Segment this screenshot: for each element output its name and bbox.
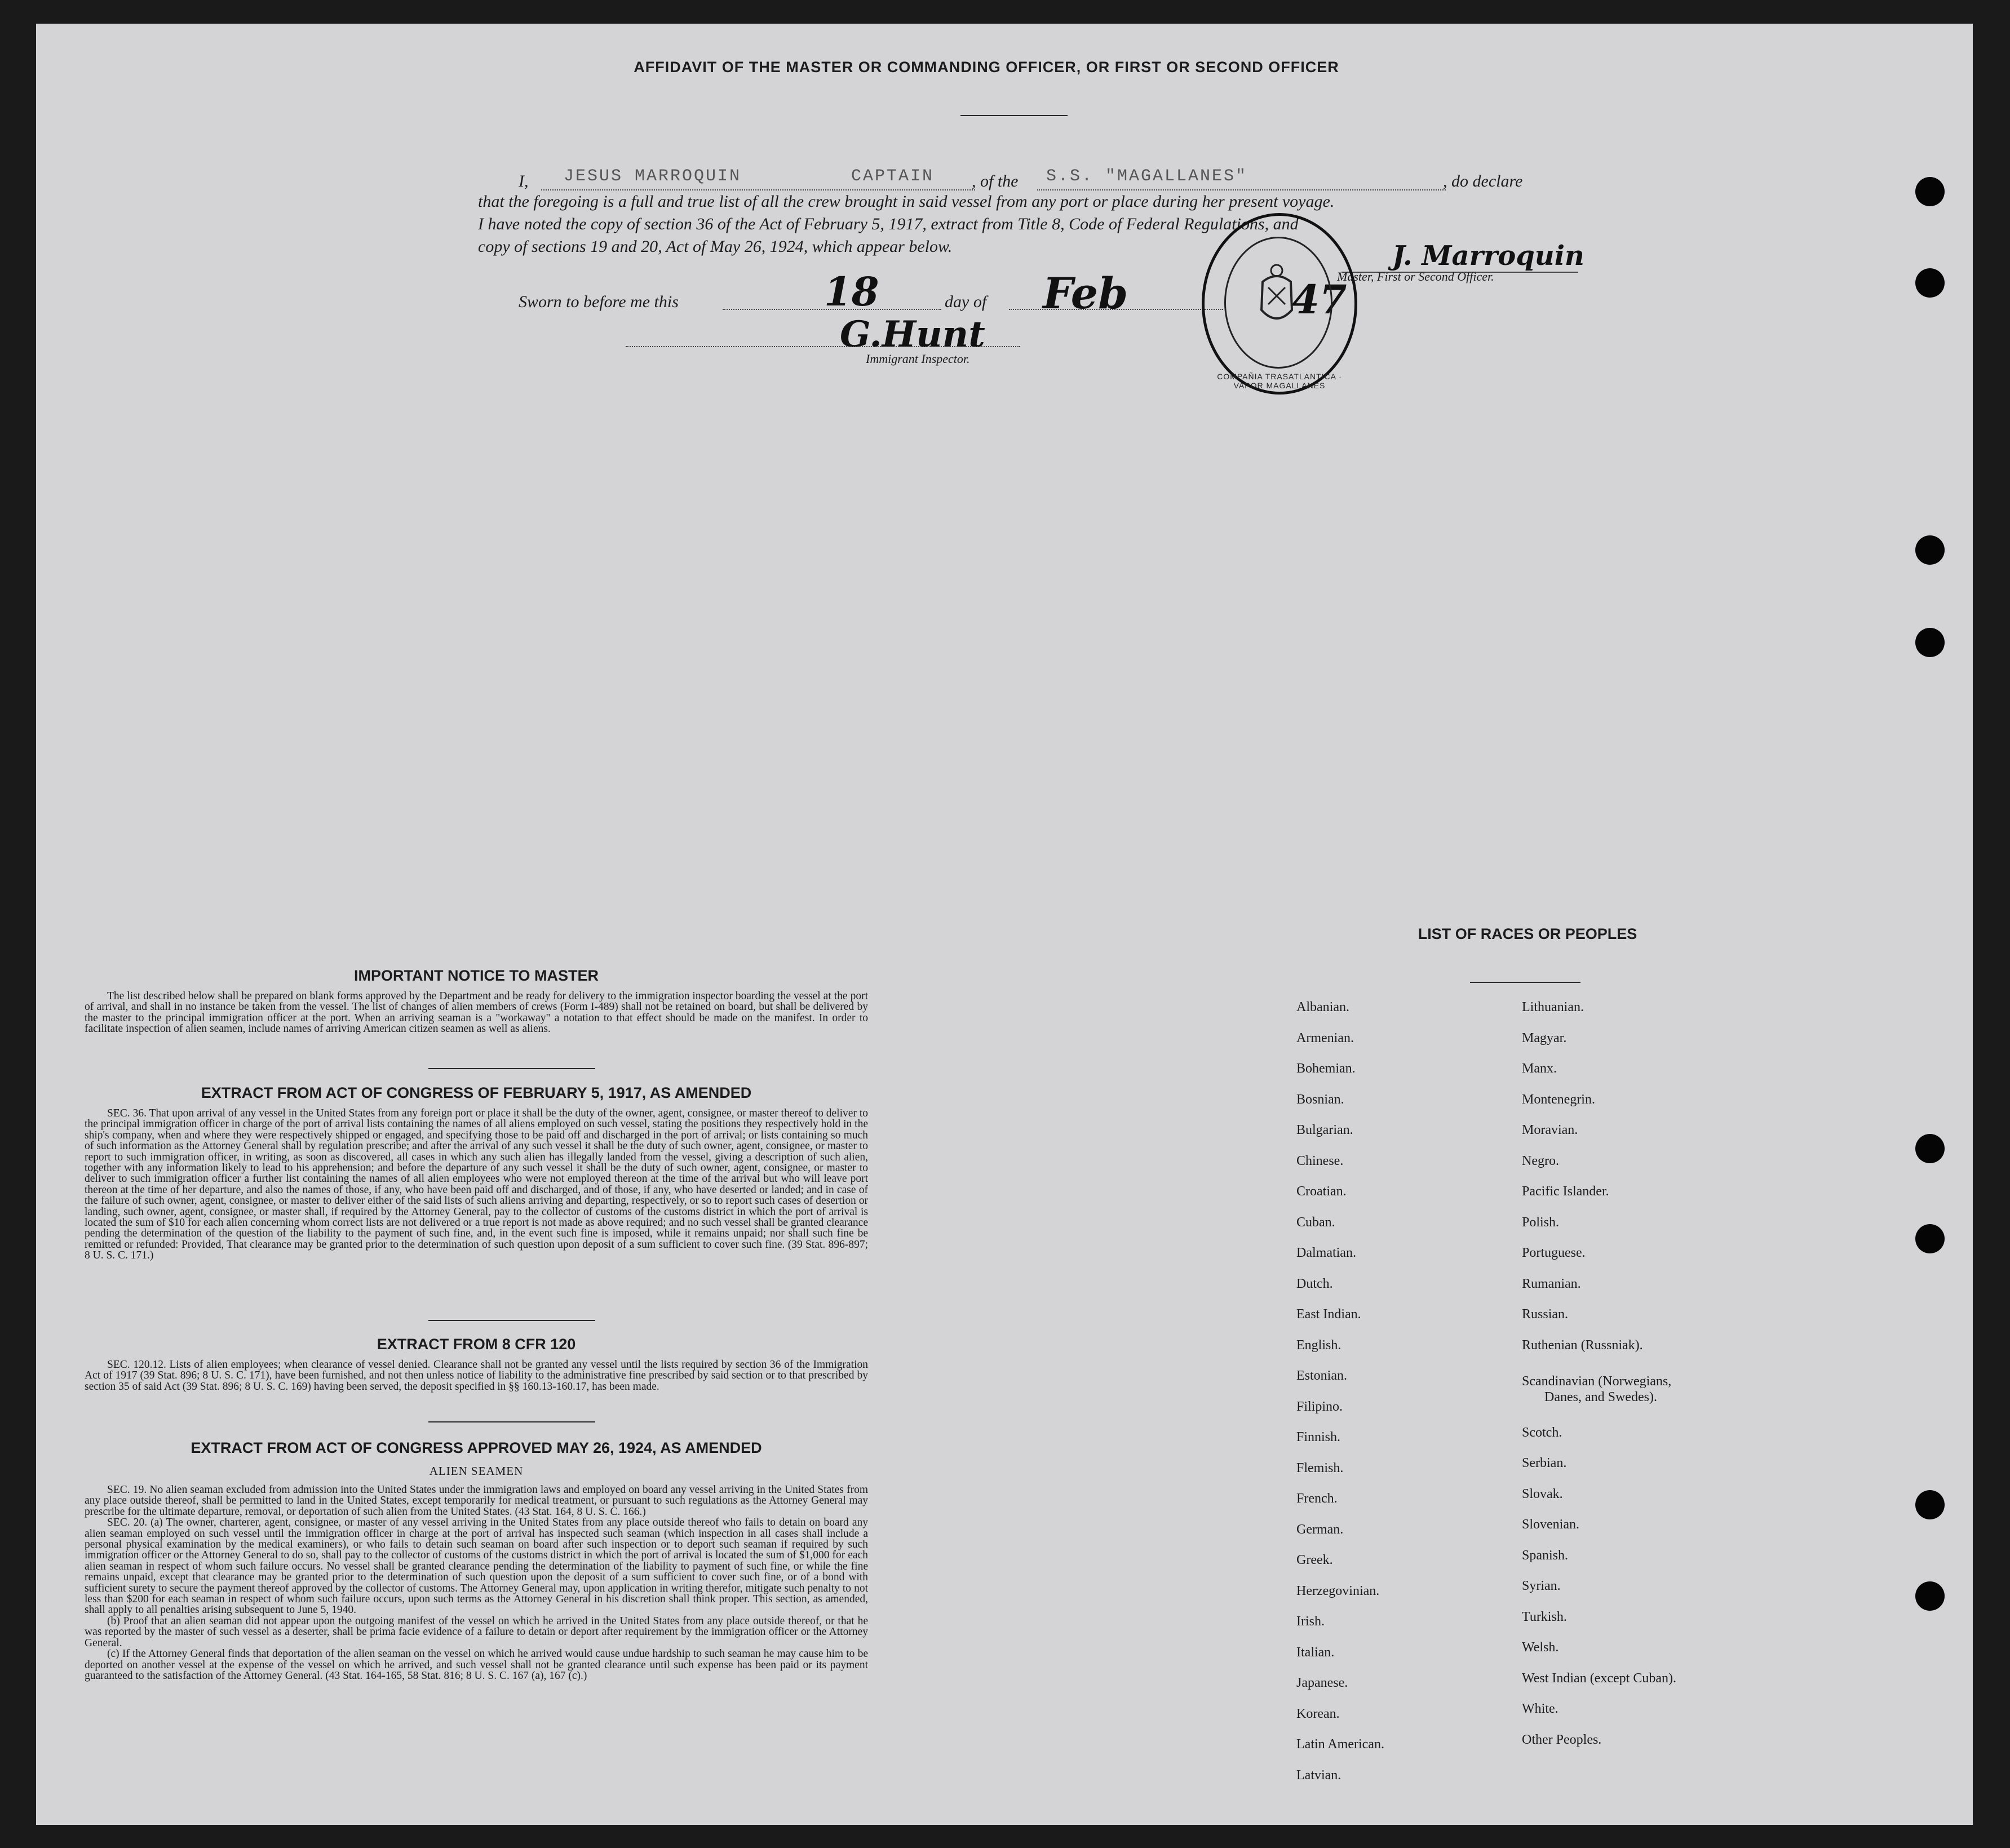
race-item: Lithuanian. xyxy=(1522,1000,1584,1014)
extract-8cfr-paragraph: SEC. 120.12. Lists of alien employees; when clearance of vessel denied. Clearance shall not be granted any vessel until the lists required by section 36 of the Immigration Act of 1917 (39 Stat. 896; 8 U. S. C. 171), have been furnished, and not then unless notice of liability to the administrative fine prescribed by said section or to that prescribed by section 35 of said Act (39 Stat. 896; 8 U. S. C. 169) having been served, the deposit specified in §§ 160.13-160.17, has been made. xyxy=(85,1359,868,1393)
race-item: Flemish. xyxy=(1296,1460,1344,1475)
binder-hole xyxy=(1915,1134,1945,1163)
sworn-label: Sworn to before me this xyxy=(519,293,679,311)
race-item: French. xyxy=(1296,1491,1338,1506)
race-item: Syrian. xyxy=(1522,1579,1561,1593)
race-item: Cuban. xyxy=(1296,1215,1335,1230)
race-item: Estonian. xyxy=(1296,1368,1347,1383)
extract-8cfr-divider xyxy=(428,1421,595,1422)
declaration-line-3: I have noted the copy of section 36 of the Act of February 5, 1917, extract from Title 8, Code of Federal Regulations, and xyxy=(478,215,1299,233)
race-item: Italian. xyxy=(1296,1645,1335,1660)
race-item: Chinese. xyxy=(1296,1153,1344,1168)
race-item: Dalmatian. xyxy=(1296,1246,1356,1260)
race-item: Scotch. xyxy=(1522,1425,1562,1440)
declaration-of-the: , of the xyxy=(972,172,1019,190)
extract-1924-heading: EXTRACT FROM ACT OF CONGRESS APPROVED MAY 26, 1924, AS AMENDED xyxy=(191,1439,762,1456)
race-item: Dutch. xyxy=(1296,1276,1333,1291)
affidavit-title: AFFIDAVIT OF THE MASTER OR COMMANDING OFFICER, OR FIRST OR SECOND OFFICER xyxy=(634,59,1339,76)
master-caption: Master, First or Second Officer. xyxy=(1337,269,1494,283)
day-of-label: day of xyxy=(945,293,987,311)
race-item: Turkish. xyxy=(1522,1609,1567,1624)
race-item: Polish. xyxy=(1522,1215,1560,1230)
sec-20c-paragraph: (c) If the Attorney General finds that deportation of the alien seaman on the vessel on which he arrived would cause undue hardship to such seaman he may cause him to be deported on another vessel at the expense of the vessel on which he arrived, and such vessel shall not be granted clearance until such expense has been paid or its payment guaranteed to the satisfaction of the Attorney General. (43 Stat. 164-165, 58 Stat. 816; 8 U. S. C. 167 (a), 167 (c).) xyxy=(85,1648,868,1682)
extract-1917-heading: EXTRACT FROM ACT OF CONGRESS OF FEBRUARY 5, 1917, AS AMENDED xyxy=(201,1084,752,1101)
race-item: Welsh. xyxy=(1522,1640,1559,1655)
race-item: Filipino. xyxy=(1296,1399,1343,1414)
race-item: Negro. xyxy=(1522,1153,1559,1168)
race-item: Korean. xyxy=(1296,1706,1340,1721)
day-value: 18 xyxy=(824,268,879,315)
typed-rank: CAPTAIN xyxy=(851,167,935,186)
race-item: Moravian. xyxy=(1522,1123,1578,1137)
declaration-line-2: that the foregoing is a full and true list of all the crew brought in said vessel from any port or place during her present voyage. xyxy=(478,192,1335,211)
race-item: Serbian. xyxy=(1522,1456,1567,1470)
race-item: Latvian. xyxy=(1296,1767,1342,1783)
races-rule xyxy=(1470,982,1580,983)
race-item: East Indian. xyxy=(1296,1307,1361,1322)
race-item: German. xyxy=(1296,1522,1344,1537)
binder-hole xyxy=(1915,628,1945,657)
inspector-signature: G.Hunt xyxy=(840,313,985,356)
race-item: Armenian. xyxy=(1296,1030,1354,1045)
stamp-text: COMPAÑIA TRASATLANTICA · VAPOR MAGALLANES xyxy=(1217,372,1342,390)
race-item: Ruthenian (Russniak). xyxy=(1522,1337,1643,1353)
sec-20b-paragraph: (b) Proof that an alien seaman did not appear upon the outgoing manifest of the vessel on which he arrived in the United States from any place outside thereof, or that he was reported by the master of such vessel as a deserter, shall be prima facie evidence of a failure to detain or deport after requirement by the immigration officer or the Attorney General. xyxy=(85,1615,868,1649)
race-item: West Indian (except Cuban). xyxy=(1522,1670,1676,1686)
declaration-do-declare: , do declare xyxy=(1443,172,1523,190)
extract-1917-text xyxy=(85,1108,868,1261)
race-item: Pacific Islander. xyxy=(1522,1184,1609,1199)
race-item: Other Peoples. xyxy=(1522,1732,1602,1747)
race-item: Manx. xyxy=(1522,1061,1557,1076)
binder-hole xyxy=(1915,177,1945,206)
extract-8cfr-text xyxy=(85,1359,868,1392)
declaration-line-4: copy of sections 19 and 20, Act of May 26, 1924, which appear below. xyxy=(478,237,953,256)
binder-hole xyxy=(1915,1224,1945,1253)
sec-19-paragraph: SEC. 19. No alien seaman excluded from admission into the United States under the immigration laws and employed on board any vessel arriving in the United States from any place outside thereof, shall be permitted to land in the United States, except temporarily for medical treatment, or pursuant to such regulations as the Attorney General may prescribe for the ultimate departure, removal, or deportation of such alien from the United States. (43 Stat. 164, 8 U. S. C. 166.) xyxy=(85,1484,868,1518)
race-item: White. xyxy=(1522,1701,1559,1716)
extract-1917-divider xyxy=(428,1320,595,1321)
inspector-caption: Immigrant Inspector. xyxy=(866,352,970,366)
binder-hole xyxy=(1915,1581,1945,1611)
master-signature: J. Marroquin xyxy=(1392,240,1584,272)
notice-heading: IMPORTANT NOTICE TO MASTER xyxy=(354,967,599,984)
extract-1924-text xyxy=(85,1484,868,1681)
extract-8cfr-heading: EXTRACT FROM 8 CFR 120 xyxy=(377,1336,576,1353)
inspector-line xyxy=(626,346,1020,347)
race-item: Spanish. xyxy=(1522,1548,1569,1563)
race-item: Portuguese. xyxy=(1522,1246,1586,1260)
race-item: Slovenian. xyxy=(1522,1517,1579,1532)
notice-paragraph: The list described below shall be prepared on blank forms approved by the Department and be ready for delivery to the immigration inspector boarding the vessel at the port of arrival, and shall in no instance be taken from the vessel. The list of changes of alien members of crews (Form I-489) shall not be retained on board, but shall be delivered by the master to the principal immigration officer at the port. When an arriving seaman is a "workaway" a notation to that effect should be made on the manifest. In order to facilitate inspection of alien seamen, include names of arriving American citizen seamen as well as aliens. xyxy=(85,990,868,1035)
declaration-i: I, xyxy=(519,172,529,190)
race-item: Croatian. xyxy=(1296,1184,1347,1199)
typed-vessel: S.S. "MAGALLANES" xyxy=(1046,167,1248,186)
notice-text xyxy=(85,991,868,1035)
race-item: Rumanian. xyxy=(1522,1276,1581,1291)
race-item: Bulgarian. xyxy=(1296,1123,1353,1137)
race-item: Greek. xyxy=(1296,1553,1333,1567)
race-item: English. xyxy=(1296,1337,1342,1353)
typed-name: JESUS MARROQUIN xyxy=(564,167,742,186)
month-value: Feb xyxy=(1043,268,1128,318)
binder-hole xyxy=(1915,268,1945,298)
race-item: Albanian. xyxy=(1296,1000,1349,1014)
notice-divider xyxy=(428,1068,595,1069)
binder-hole xyxy=(1915,535,1945,565)
race-item: Finnish. xyxy=(1296,1430,1341,1444)
race-item: Bosnian. xyxy=(1296,1092,1344,1107)
race-item: Russian. xyxy=(1522,1307,1569,1322)
race-item: Magyar. xyxy=(1522,1030,1567,1045)
race-item: Irish. xyxy=(1296,1614,1325,1629)
races-heading: LIST OF RACES OR PEOPLES xyxy=(1418,925,1637,942)
sec-20a-paragraph: SEC. 20. (a) The owner, charterer, agent, consignee, or master of any vessel arriving in the United States from any place outside thereof who fails to detain on board any alien seaman employed on such vessel until the immigration officer in charge at the port of arrival has inspected such seaman (which inspection in all cases shall include a personal physical examination by the medical examiners), or who fails to detain such seaman on board after such inspection or to deport such seaman if required by such immigration officer or the Attorney General to do so, shall pay to the collector of customs of the customs district in which the port of arrival is located the sum of $1,000 for each alien seaman in respect of whom such failure occurs. No vessel shall be granted clearance pending the determination of the liability to payment of such fine, or while the fine remains unpaid, except that clearance may be granted prior to the determination of such question upon the deposit of a sum sufficient to cover such fine, or of a bond with sufficient surety to secure the payment thereof approved by the collector of customs. The Attorney General may, upon application in writing therefor, mitigate such penalty to not less than $200 for each seaman in respect of whom such failure occurs, upon such terms as the Attorney General in his discretion shall think proper. This section, as amended, shall apply to all penalties arising subsequent to June 5, 1940. xyxy=(85,1517,868,1616)
race-item: Herzegovinian. xyxy=(1296,1583,1380,1598)
race-item: Danes, and Swedes). xyxy=(1544,1390,1657,1404)
company-stamp-emblem xyxy=(1240,248,1313,349)
extract-1924-subheading: ALIEN SEAMEN xyxy=(429,1464,524,1478)
race-item: Latin American. xyxy=(1296,1737,1384,1752)
race-item: Montenegrin. xyxy=(1522,1092,1595,1107)
race-item: Scandinavian (Norwegians, xyxy=(1522,1374,1672,1389)
title-rule xyxy=(960,115,1068,116)
race-item: Bohemian. xyxy=(1296,1061,1356,1076)
binder-hole xyxy=(1915,1490,1945,1519)
year-value: 47 xyxy=(1292,276,1347,323)
race-item: Japanese. xyxy=(1296,1676,1348,1690)
race-item: Slovak. xyxy=(1522,1486,1563,1501)
extract-1917-paragraph: SEC. 36. That upon arrival of any vessel in the United States from any foreign port or place it shall be the duty of the owner, agent, consignee, or master thereof to deliver to the principal immigration officer in charge of the port of arrival lists containing the names of all aliens employed on such vessel, stating the positions they respectively hold in the ship's company, when and where they were respectively shipped or engaged, and specifying those to be paid off and discharged in the port of arrival; or lists containing so much of such information as the Attorney General shall by regulation prescribe; and after the arrival of any such vessel it shall be the duty of such owner, agent, consignee, or master to report to such immigration officer, in writing, as soon as discovered, all cases in which any such alien has illegally landed from the vessel, giving a description of such alien, together with any information likely to lead to his apprehension; and before the departure of any such vessel it shall be the duty of such owner, agent, consignee, or master to deliver to such immigration officer a further list containing the names of all alien employees who were not employed thereon at the time of the arrival but who will leave port thereon at the time of her departure, and also the names of those, if any, who have been paid off and discharged, and of those, if any, who have deserted or landed; and in case of the failure of such owner, agent, consignee, or master to deliver either of the said lists of such aliens arriving and departing, respectively, or so to report such cases of desertion or landing, such owner, agent, consignee, or master shall, if required by the Attorney General, pay to the collector of customs of the customs district in which the port of arrival is located the sum of $10 for each alien concerning whom correct lists are not delivered or a true report is not made as above required; and no such vessel shall be granted clearance pending the determination of the question of the liability to the payment of such fine, and, in the event such fine is imposed, while it remains unpaid; nor shall such fine be remitted or refunded: Provided, That clearance may be granted prior to the determination of such question upon deposit of a sum sufficient to cover such fine. (39 Stat. 896-897; 8 U. S. C. 171.) xyxy=(85,1107,868,1262)
